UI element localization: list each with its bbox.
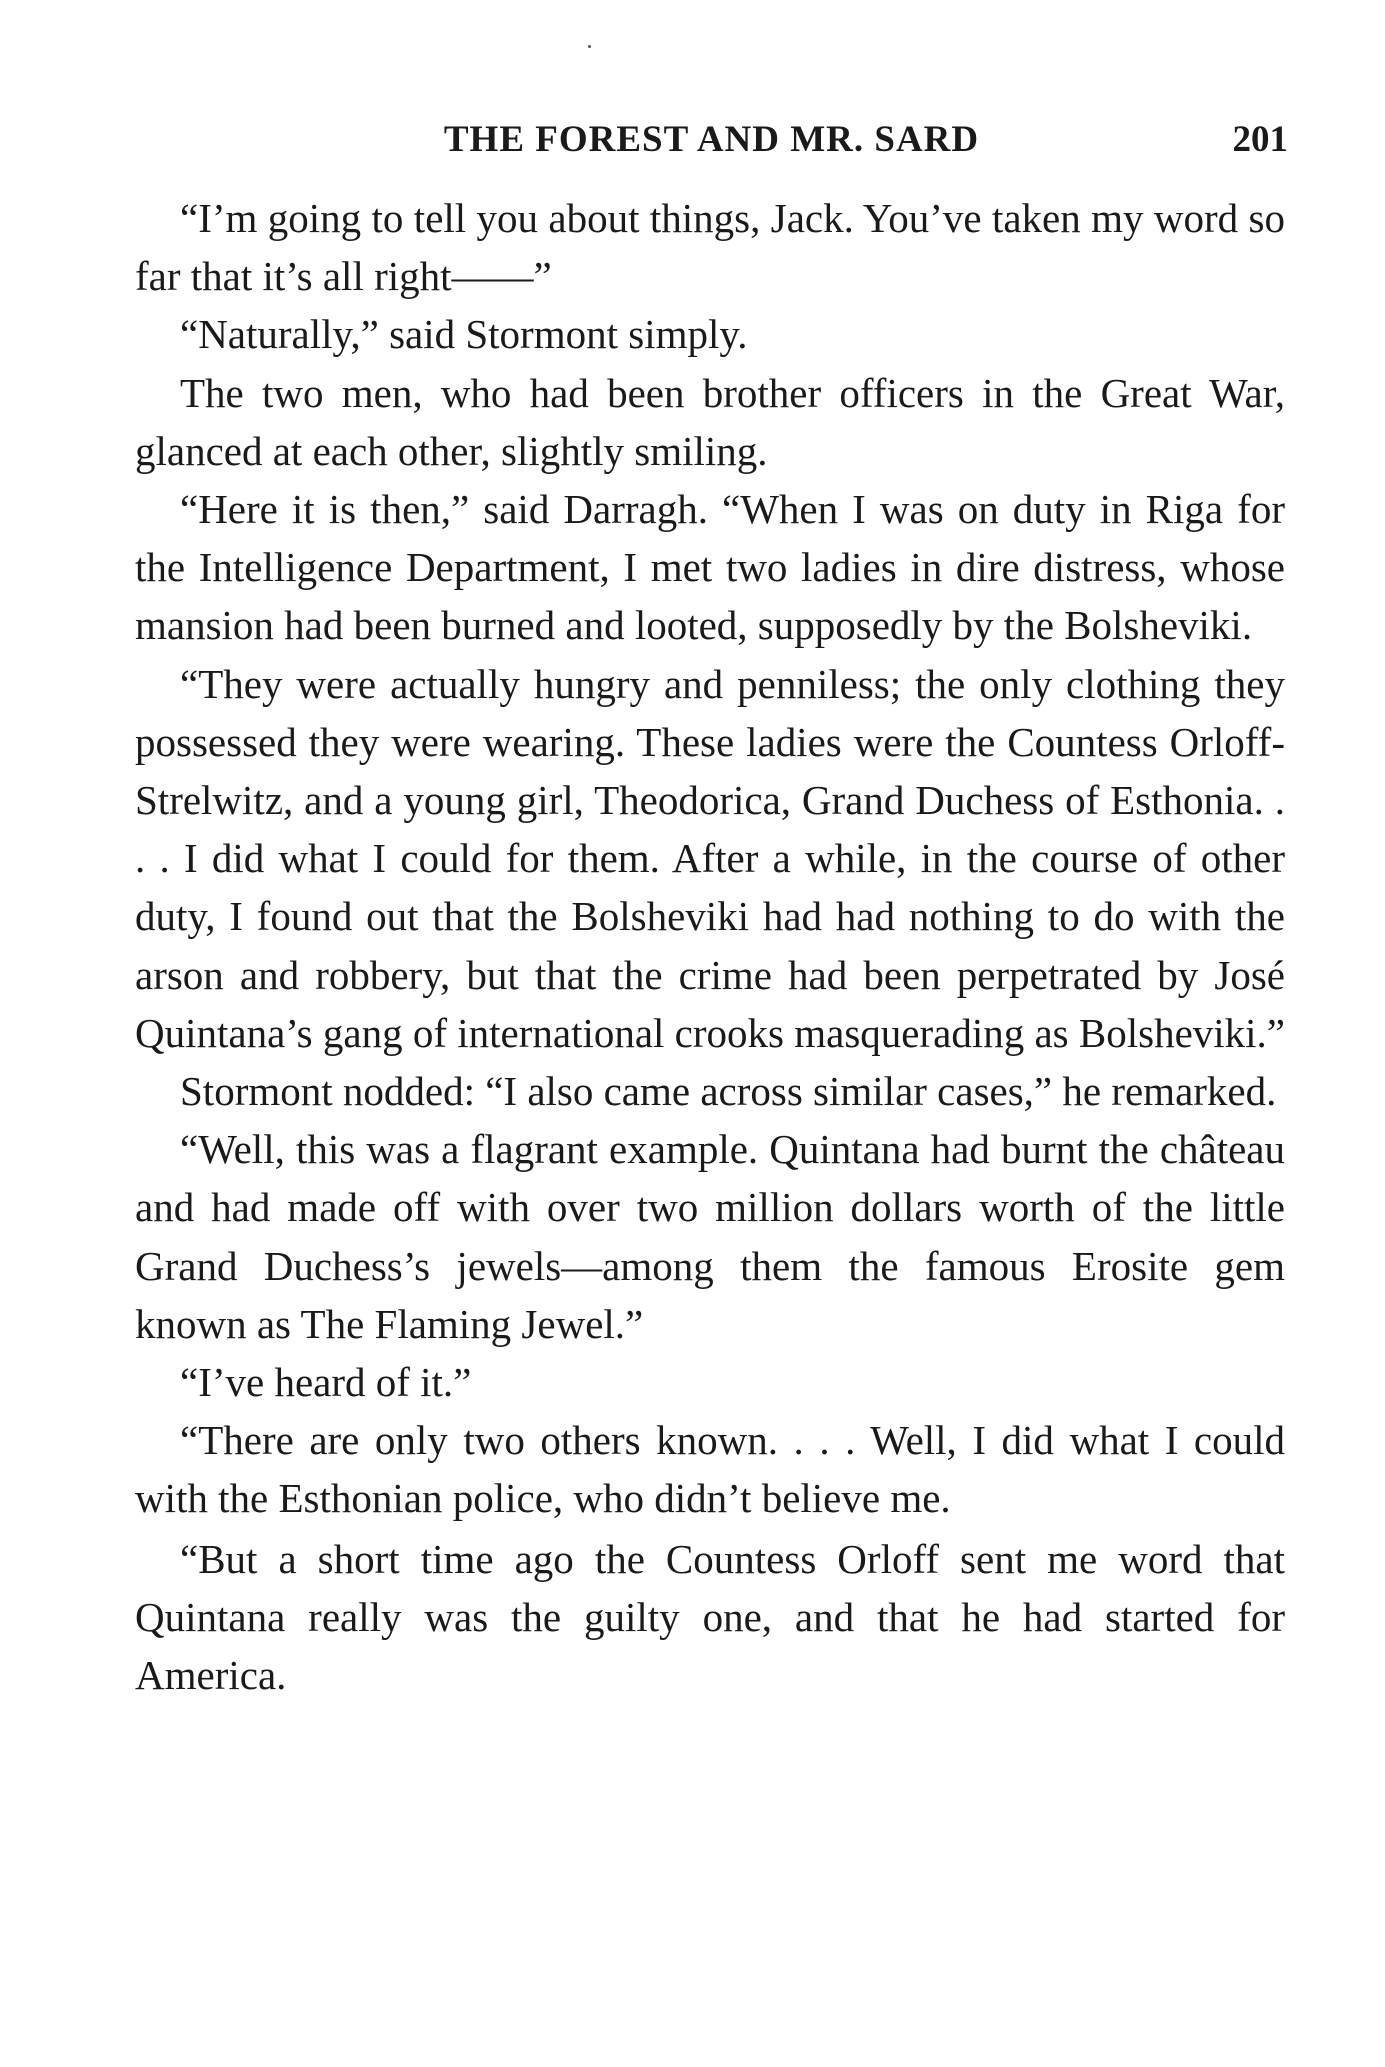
paragraph: “There are only two others known. . . . Well, I did what I could with the Esthonian police, who didn’t believe me. [135, 1417, 1285, 1522]
page-number: 201 [1232, 119, 1288, 160]
paragraph: “I’m going to tell you about things, Jack. You’ve taken my word so far that it’s all right——” [135, 195, 1285, 300]
paragraph: “Naturally,” said Stormont simply. [180, 311, 748, 358]
paragraph: “Well, this was a flagrant example. Quintana had burnt the château and had made off with over two million dollars worth of the little Grand Duchess’s jewels—among them the famous Erosite gem known as The Flaming Jewel.” [135, 1126, 1285, 1347]
scan-speck [588, 45, 591, 48]
paragraph: “Here it is then,” said Darragh. “When I was on duty in Riga for the Intelligence Department, I met two ladies in dire distress, whose mansion had been burned and looted, supposedly by the Bolsheviki. [135, 486, 1285, 649]
paragraph: “But a short time ago the Countess Orloff sent me word that Quintana really was the guilty one, and that he had started for America. [135, 1535, 1285, 1699]
paragraph: “They were actually hungry and penniless; the only clothing they possessed they were wearing. These ladies were the Countess Orloff-Strelwitz, and a young girl, Theodorica, Grand Duchess of Esthonia. . . . I did what I could for them. After a while, in the course of other duty, I found out that the Bolsheviki had had nothing to do with the arson and robbery, but that the crime had been perpetrated by José Quintana’s gang of international crooks masquerading as Bolsheviki.” [135, 660, 1286, 1056]
body-text [135, 189, 1285, 1704]
paragraph: The two men, who had been brother officers in the Great War, glanced at each other, slightly smiling. [135, 369, 1285, 474]
paragraph: “I’ve heard of it.” [180, 1359, 472, 1406]
page-header [135, 118, 1288, 178]
paragraph: Stormont nodded: “I also came across similar cases,” he remarked. [180, 1068, 1277, 1115]
running-head: THE FOREST AND MR. SARD [443, 119, 980, 160]
